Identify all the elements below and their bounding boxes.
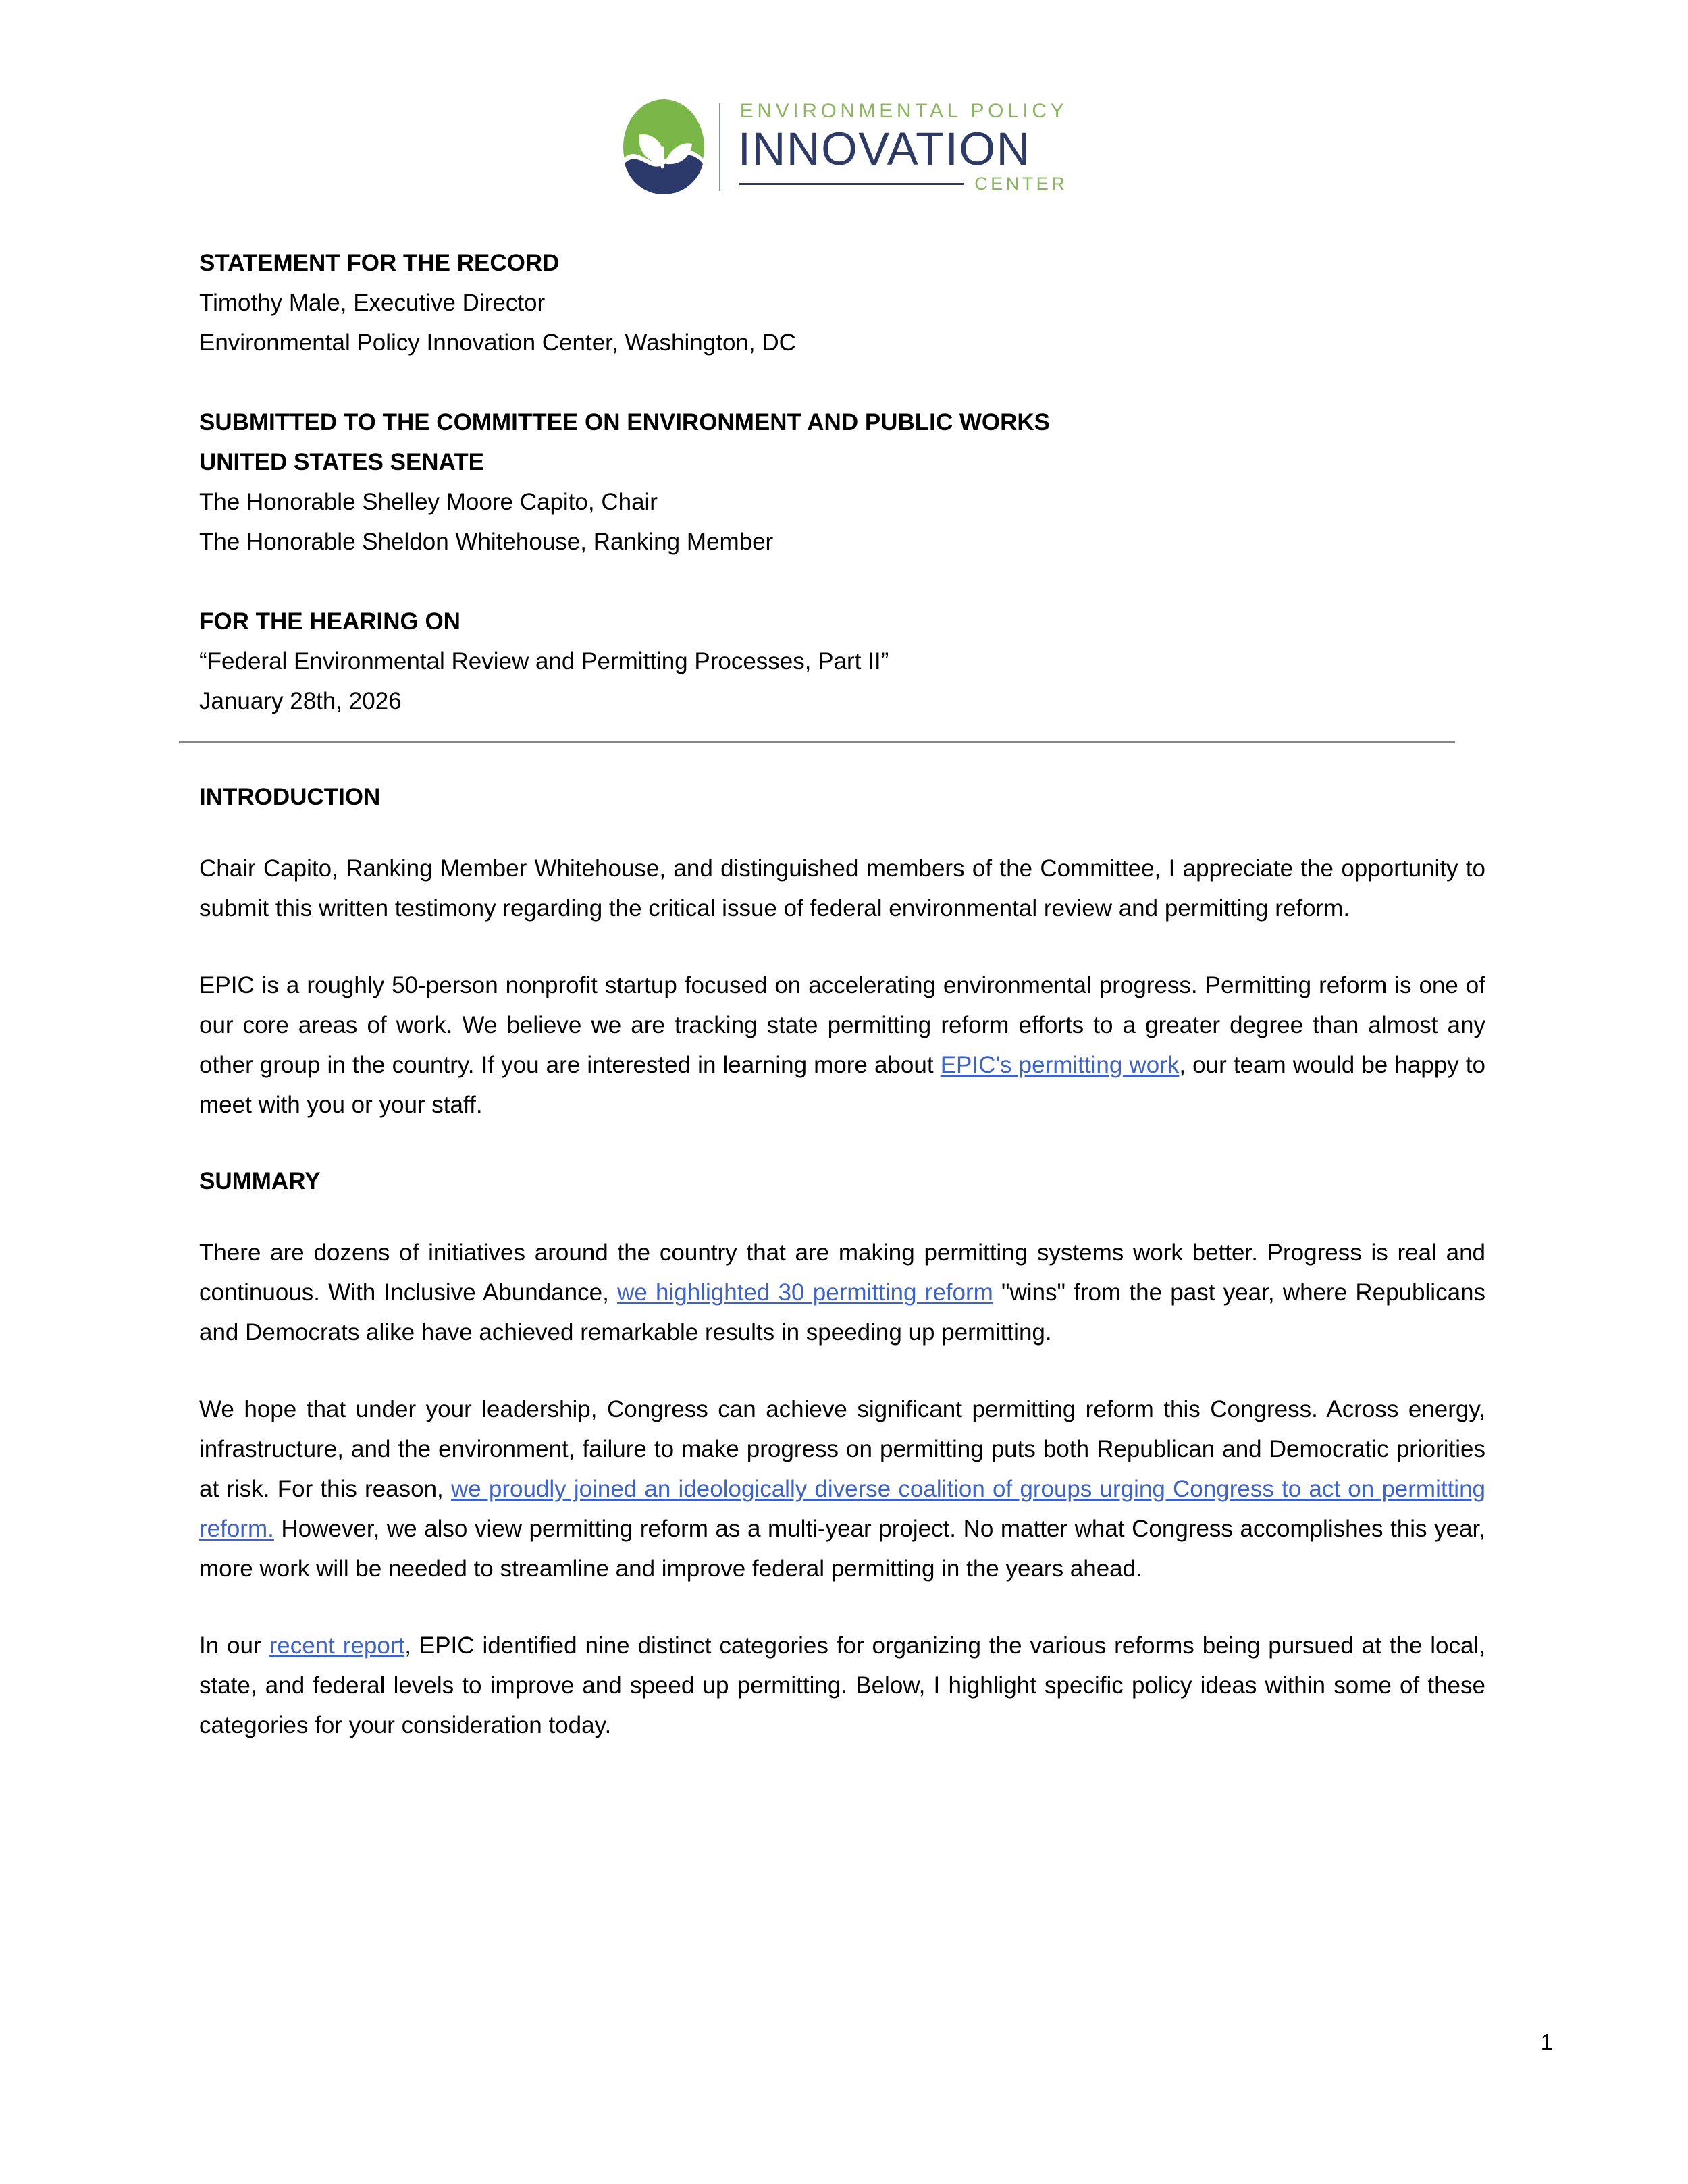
page-number: 1 [1540, 2029, 1553, 2054]
committee-ranking-member-line: The Honorable Sheldon Whitehouse, Ranking Member [199, 529, 774, 555]
document-body [199, 243, 1485, 1745]
summary-p2-text-after-link: However, we also view permitting reform as a multi-year project. No matter what Congress accomplishes this year, more work will be needed to streamline and improve federal permitting in the years ahead. [199, 1516, 1485, 1582]
horizontal-divider [179, 741, 1455, 743]
summary-paragraph-2 [199, 1389, 1485, 1589]
summary-p1-text-after-link: "wins" from the past year, where Republicans and Democrats alike have achieved remarkable results in speeding up permitting. [199, 1279, 1486, 1346]
ideologically-diverse-coalition-link[interactable]: we proudly joined an ideologically diverse coalition of groups urging Congress to act on permitting reform. [199, 1476, 1486, 1542]
epic-permitting-work-link[interactable]: EPIC's permitting work [940, 1052, 1180, 1078]
author-name-title: Timothy Male, Executive Director [199, 290, 546, 316]
spacer [199, 1125, 1485, 1165]
logo-wordmark [738, 97, 1067, 198]
hearing-block [199, 602, 1485, 721]
summary-p3-text-before-link: In our [199, 1632, 269, 1659]
logo-line-center: CENTER [974, 174, 1068, 194]
statement-block [199, 243, 1485, 363]
logo-horizontal-rule [739, 183, 964, 185]
section-divider-wrap [199, 721, 1485, 781]
logo-line-center-row [738, 175, 1067, 193]
logo-line-environmental-policy: ENVIRONMENTAL POLICY [739, 100, 1068, 122]
summary-paragraph-1 [199, 1233, 1485, 1352]
hearing-date: January 28th, 2026 [199, 688, 402, 714]
logo-vertical-divider [719, 103, 720, 191]
epic-leaf-logo-icon [621, 97, 707, 198]
logo-line-innovation: INNOVATION [737, 123, 1031, 175]
intro-p2-text-before-link: EPIC is a roughly 50-person nonprofit startup focused on accelerating environmental progress. Permitting reform is one of our core areas of work. We believe we are tracking state permitting reform efforts to a greater degree than almost any other group in the country. If you are interested in learning more about [199, 972, 1485, 1078]
spacer [199, 562, 1485, 602]
spacer [199, 814, 1485, 849]
statement-for-the-record-title: STATEMENT FOR THE RECORD [199, 250, 560, 276]
committee-chair-line: The Honorable Shelley Moore Capito, Chair [199, 489, 658, 515]
submitted-to-block [199, 402, 1485, 562]
spacer [199, 1198, 1485, 1233]
summary-p2-text-before-link: We hope that under your leadership, Congress can achieve significant permitting reform this Congress. Across energy, infrastructure, and the environment, failure to make progress on permitting puts both Republican and Democratic priorities at risk. For this reason, [199, 1396, 1485, 1502]
organization-logo [0, 93, 1688, 201]
spacer [199, 928, 1485, 965]
recent-report-link[interactable]: recent report [269, 1632, 405, 1659]
summary-p3-text-after-link: , EPIC identified nine distinct categories for organizing the various reforms being pursued at the local, state, and federal levels to improve and speed up permitting. Below, I highlight specific policy ideas within some of these categories for your consideration today. [199, 1632, 1485, 1738]
intro-p2-text-after-link: , our team would be happy to meet with you or your staff. [199, 1052, 1486, 1118]
spacer [199, 1589, 1485, 1626]
author-organization: Environmental Policy Innovation Center, Washington, DC [199, 329, 796, 356]
hearing-title: “Federal Environmental Review and Permitting Processes, Part II” [199, 648, 889, 674]
spacer [199, 1352, 1485, 1389]
logo-group [621, 93, 1067, 201]
section-heading-introduction: INTRODUCTION [199, 784, 381, 810]
summary-paragraph-3 [199, 1626, 1485, 1745]
spacer [199, 363, 1485, 402]
united-states-senate-line: UNITED STATES SENATE [199, 449, 484, 475]
introduction-paragraph-2 [199, 965, 1485, 1125]
for-the-hearing-on-label: FOR THE HEARING ON [199, 608, 460, 635]
section-heading-summary: SUMMARY [199, 1168, 321, 1194]
submitted-to-committee-line: SUBMITTED TO THE COMMITTEE ON ENVIRONMENT AND PUBLIC WORKS [199, 409, 1050, 435]
summary-p1-text-before-link: There are dozens of initiatives around the country that are making permitting systems work better. Progress is real and continuous. With Inclusive Abundance, [199, 1240, 1485, 1306]
highlighted-30-permitting-reform-link[interactable]: we highlighted 30 permitting reform [617, 1279, 993, 1306]
introduction-paragraph-1: Chair Capito, Ranking Member Whitehouse, and distinguished members of the Committee, I appreciate the opportunity to submit this written testimony regarding the critical issue of federal environmental review and permitting reform. [199, 855, 1485, 922]
